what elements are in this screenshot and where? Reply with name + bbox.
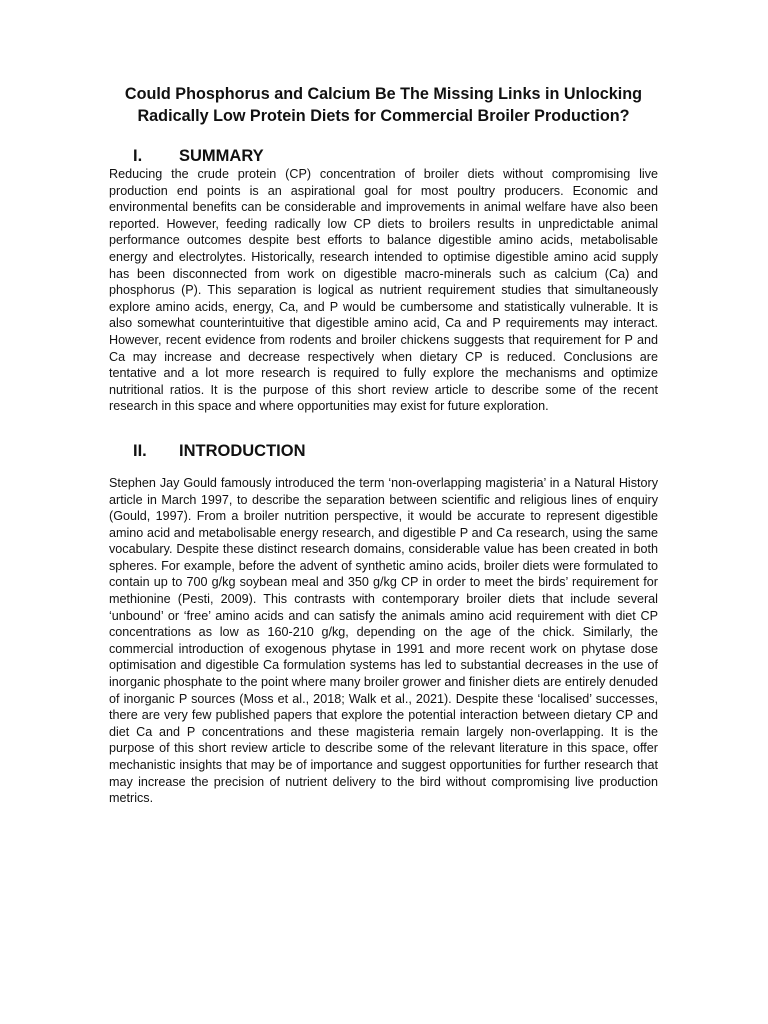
section-title: INTRODUCTION <box>179 441 306 460</box>
introduction-paragraph: Stephen Jay Gould famously introduced the term ‘non-overlapping magisteria’ in a Natural History article in March 1997, to describe the separation between scientific and religious lines of enquiry (Gould, 1997). From a broiler nutrition perspective, it would be accurate to represent digestible amino acid and metabolisable energy research, and digestible P and Ca research, using the same vocabulary. Despite these distinct research domains, considerable value has been created in both spheres. For example, before the advent of synthetic amino acids, broiler diets were formulated to contain up to 700 g/kg soybean meal and 350 g/kg CP in order to meet the birds’ requirement for methionine (Pesti, 2009). This contrasts with contemporary broiler diets that include several ‘unbound’ or ‘free’ amino acids and can satisfy the animals amino acid requirement with diet CP concentrations as low as 160-210 g/kg, depending on the age of the chick. Similarly, the commercial introduction of exogenous phytase in 1991 and more recent work on phytase dose optimisation and digestible Ca formulation systems has led to substantial decreases in the use of inorganic phosphate to the point where many broiler grower and finisher diets are entirely denuded of inorganic P sources (Moss et al., 2018; Walk et al., 2021). Despite these ‘localised’ successes, there are very few published papers that explore the potential interaction between dietary CP and diet Ca and P concentrations and these magisteria remain largely non-overlapping. It is the purpose of this short review article to describe some of the relevant literature in this space, offer mechanistic insights that may be of importance and suggest opportunities for further research that may increase the precision of nutrient delivery to the bird without compromising live production metrics. <box>109 475 658 806</box>
section-number: II. <box>133 441 147 460</box>
document-title: Could Phosphorus and Calcium Be The Missing Links in Unlocking Radically Low Protein Diets for Commercial Broiler Production? <box>124 85 643 125</box>
summary-paragraph: Reducing the crude protein (CP) concentration of broiler diets without compromising live production end points is an aspirational goal for most poultry producers. Economic and environmental benefits can be considerable and improvements in animal welfare have also been reported. However, feeding radically low CP diets to broilers results in unpredictable animal performance outcomes despite best efforts to balance digestible amino acids, metabolisable energy and electrolytes. Historically, research intended to optimise digestible amino acid supply has been disconnected from work on digestible macro-minerals such as calcium (Ca) and phosphorus (P). This separation is logical as nutrient requirement studies that simultaneously explore amino acids, energy, Ca, and P would be cumbersome and statistically vulnerable. It is also somewhat counterintuitive that digestible amino acid, Ca and P requirements may interact. However, recent evidence from rodents and broiler chickens suggests that requirement for P and Ca may increase and decrease respectively when dietary CP is reduced. Conclusions are tentative and a lot more research is required to fully explore the mechanisms and optimize nutritional ratios. It is the purpose of this short review article to describe some of the recent research in this space and where opportunities may exist for future exploration. <box>109 167 658 414</box>
section-heading-introduction <box>109 441 658 461</box>
document-page <box>109 84 658 807</box>
section-title: SUMMARY <box>179 147 264 165</box>
section-heading-summary <box>109 146 658 166</box>
section-number: I. <box>133 147 143 165</box>
